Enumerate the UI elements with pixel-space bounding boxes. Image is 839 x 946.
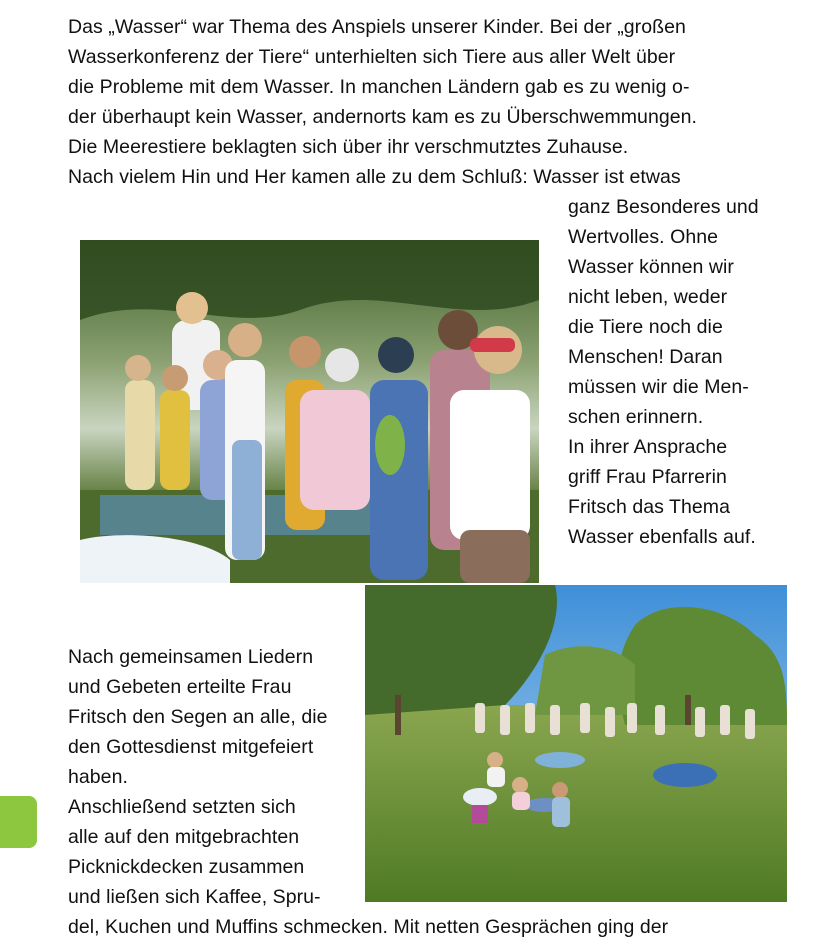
text-line: Menschen! Daran: [568, 346, 723, 368]
text-line: die Tiere noch die: [568, 316, 723, 338]
text-line: alle auf den mitgebrachten: [68, 826, 300, 848]
text-line: In ihrer Ansprache: [568, 436, 728, 458]
text-line: Wasserkonferenz der Tiere“ unterhielten sich Tiere aus aller Welt über: [68, 46, 676, 68]
text-line: der überhaupt kein Wasser, andernorts kam es zu Überschwemmungen.: [68, 106, 698, 128]
text-line: griff Frau Pfarrerin: [568, 466, 727, 488]
text-line: schen erinnern.: [568, 406, 704, 428]
text-line: Nach vielem Hin und Her kamen alle zu dem Schluß: Wasser ist etwas: [68, 166, 681, 188]
text-line: Das „Wasser“ war Thema des Anspiels unserer Kinder. Bei der „großen: [68, 16, 686, 38]
text-line: müssen wir die Men-: [568, 376, 749, 398]
text-line: Die Meerestiere beklagten sich über ihr verschmutztes Zuhause.: [68, 136, 629, 158]
text-line: ganz Besonderes und: [568, 196, 759, 218]
text-line: die Probleme mit dem Wasser. In manchen Ländern gab es zu wenig o-: [68, 76, 690, 98]
green-side-marker: [0, 796, 37, 848]
text-line: und Gebeten erteilte Frau: [68, 676, 292, 698]
text-line: Nach gemeinsamen Liedern: [68, 646, 314, 668]
photo-picnic-meadow: [365, 585, 787, 902]
text-line: den Gottesdienst mitgefeiert: [68, 736, 314, 758]
text-line: haben.: [68, 766, 128, 788]
text-line: und ließen sich Kaffee, Spru-: [68, 886, 321, 908]
text-line: Fritsch den Segen an alle, die: [68, 706, 328, 728]
text-line: Wertvolles. Ohne: [568, 226, 719, 248]
text-line: del, Kuchen und Muffins schmecken. Mit netten Gesprächen ging der: [68, 916, 669, 938]
text-line: Wasser können wir: [568, 256, 734, 278]
text-line: nicht leben, weder: [568, 286, 728, 308]
photo-children-masks: [80, 240, 539, 583]
text-line: Picknickdecken zusammen: [68, 856, 305, 878]
text-line: Fritsch das Thema: [568, 496, 730, 518]
text-line: Anschließend setzten sich: [68, 796, 296, 818]
text-line: Wasser ebenfalls auf.: [568, 526, 756, 548]
